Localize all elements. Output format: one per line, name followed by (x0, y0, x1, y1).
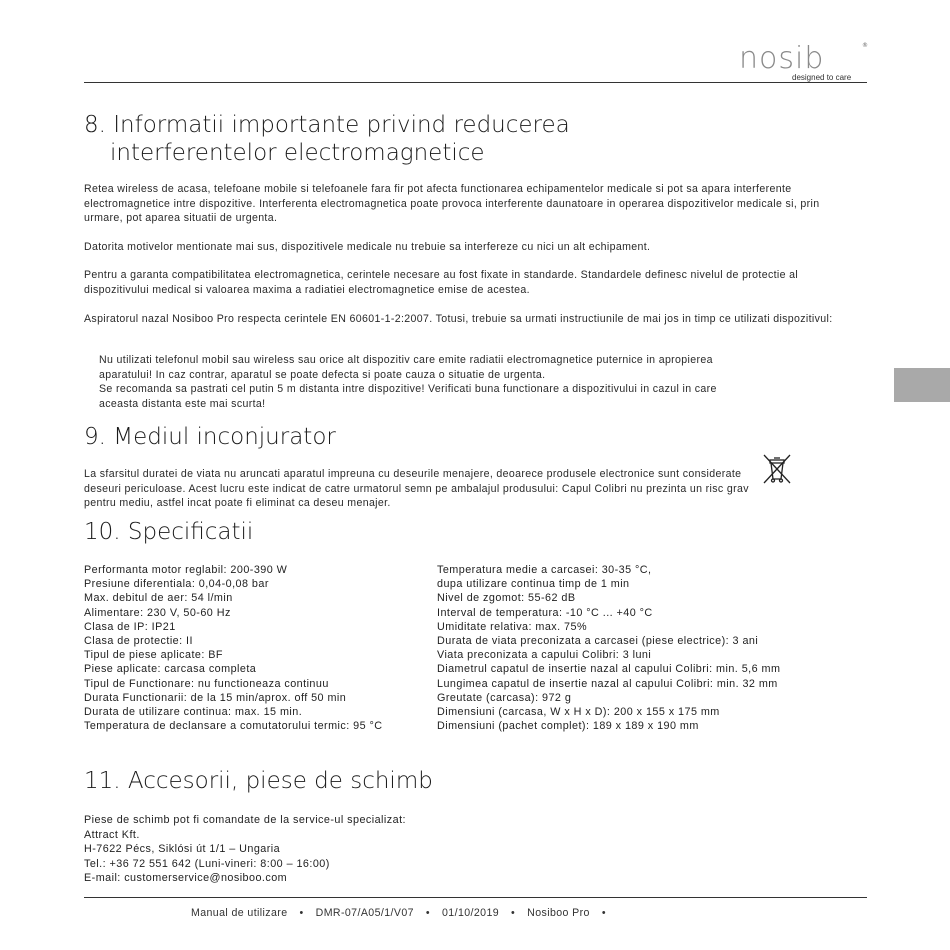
footer-manual: Manual de utilizare (191, 907, 288, 919)
footer-date: 01/10/2019 (442, 907, 500, 919)
header-rule (84, 82, 867, 83)
chapter-tab (894, 368, 950, 402)
contact-email[interactable]: E-mail: customerservice@nosiboo.com (84, 872, 288, 885)
contact-company: Attract Kft. (84, 828, 140, 841)
spec-item: Lungimea capatul de insertie nazal al capului Colibri: min. 32 mm (437, 677, 778, 690)
footer-bullet: • (601, 907, 606, 919)
section-8-note-1: Nu utilizati telefonul mobil sau wireless sau orice alt dispozitiv care emite radiatii electromagnetice puternice in apropierea aparatului! In caz contrar, aparatul se poate defecta si poate cauza o situatie de urgenta. (99, 354, 713, 381)
contact-phone: Tel.: +36 72 551 642 (Luni-vineri: 8:00 – 16:00) (84, 857, 330, 870)
section-9-title: 9. Mediul inconjurator (84, 424, 336, 450)
registered-mark: ® (862, 42, 868, 49)
footer-bullet: • (425, 907, 431, 919)
section-8-title-line1: 8. Informatii importante privind reducerea (84, 112, 570, 138)
spec-item: Max. debitul de aer: 54 l/min (84, 592, 233, 605)
spec-item: Alimentare: 230 V, 50-60 Hz (84, 606, 231, 619)
spec-item: Clasa de protectie: II (84, 635, 193, 648)
spec-list-left (84, 563, 383, 733)
footer-product: Nosiboo Pro (527, 907, 590, 919)
section-8-note-2: Se recomanda sa pastrati cel putin 5 m distanta intre dispozitive! Verificati buna functionare a dispozitivului in cazul in care aceasta distanta este mai scurta! (99, 383, 717, 410)
spec-list-right (437, 563, 780, 733)
spec-item: Durata de utilizare continua: max. 15 min. (84, 706, 303, 719)
brand-tagline: designed to care (792, 73, 852, 82)
spec-item: dupa utilizare continua timp de 1 min (437, 578, 630, 591)
contact-block (84, 813, 406, 886)
footer-doc-code: DMR-07/A05/1/V07 (315, 907, 414, 919)
contact-line: Piese de schimb pot fi comandate de la service-ul specializat: (84, 814, 406, 826)
spec-item: Diametrul capatul de insertie nazal al capului Colibri: min. 5,6 mm (437, 663, 781, 676)
spec-item: Performanta motor reglabil: 200-390 W (84, 564, 288, 576)
contact-address: H-7622 Pécs, Siklósi út 1/1 – Ungaria (84, 843, 281, 856)
spec-item: Durata de viata preconizata a carcasei (piese electrice): 3 ani (437, 635, 759, 648)
spec-item: Viata preconizata a capului Colibri: 3 luni (437, 649, 652, 662)
spec-item: Durata Functionarii: de la 15 min/aprox. off 50 min (84, 691, 347, 704)
section-8-paragraph-3: Pentru a garanta compatibilitatea electromagnetica, cerintele necesare au fost fixate in standarde. Standardele definesc nivelul de protectie al dispozitivului medical si valoarea maxima a radiatiei electromagnetice emise de acestea. (84, 269, 799, 296)
brand-logo-word: nosib (739, 41, 825, 76)
spec-item: Dimensiuni (pachet complet): 189 x 189 x 190 mm (437, 720, 699, 733)
footer (191, 907, 618, 919)
spec-item: Umiditate relativa: max. 75% (437, 620, 588, 633)
footer-bullet: • (511, 907, 516, 919)
weee-crossed-bin-icon (760, 452, 794, 486)
section-8-paragraph-2: Datorita motivelor mentionate mai sus, dispozitivele medicale nu trebuie sa interfereze cu nici un alt echipament. (84, 241, 651, 253)
footer-bullet: • (299, 907, 304, 919)
spec-item: Presiune diferentiala: 0,04-0,08 bar (84, 578, 269, 591)
section-10-title: 10. Specificatii (84, 519, 254, 545)
footer-rule (84, 897, 867, 898)
section-8-paragraph-1: Retea wireless de acasa, telefoane mobile si telefoanele fara fir pot afecta functionarea echipamentelor medicale si pot sa apara interferente electromagnetice intre dispozitive. Interferenta electromagnetica poate provoca interferente daunatoare in operarea dispozitivelor medicale si, prin urmare, pot aparea situatii de urgenta. (84, 183, 820, 224)
section-8-paragraph-4: Aspiratorul nazal Nosiboo Pro respecta cerintele EN 60601-1-2:2007. Totusi, trebuie sa urmati instructiunile de mai jos in timp ce utilizati dispozitivul: (84, 313, 833, 325)
spec-item: Greutate (carcasa): 972 g (437, 691, 572, 704)
section-11-title: 11. Accesorii, piese de schimb (84, 768, 433, 794)
spec-item: Interval de temperatura: -10 °C ... +40 °C (437, 606, 653, 619)
spec-item: Nivel de zgomot: 55-62 dB (437, 592, 576, 605)
spec-item: Piese aplicate: carcasa completa (84, 663, 257, 676)
spec-item: Temperatura de declansare a comutatorului termic: 95 °C (84, 720, 383, 733)
spec-item: Dimensiuni (carcasa, W x H x D): 200 x 155 x 175 mm (437, 706, 720, 719)
spec-item: Clasa de IP: IP21 (84, 620, 176, 633)
spec-item: Tipul de piese aplicate: BF (84, 649, 223, 662)
section-8-title-line2: interferentelor electromagnetice (110, 140, 485, 166)
spec-item: Tipul de Functionare: nu functioneaza continuu (84, 677, 329, 690)
spec-item: Temperatura medie a carcasei: 30-35 °C, (437, 564, 652, 576)
section-9-body: La sfarsitul duratei de viata nu aruncati aparatul impreuna cu deseurile menajere, deoarece produsele electronice sunt considerate deseuri periculoase. Acest lucru este indicat de catre urmatorul semn pe ambalajul produsului: Capul Colibri nu prezinta un risc grav pentru mediu, astfel incat poate fi eliminat ca deseu menajer. (84, 468, 749, 509)
